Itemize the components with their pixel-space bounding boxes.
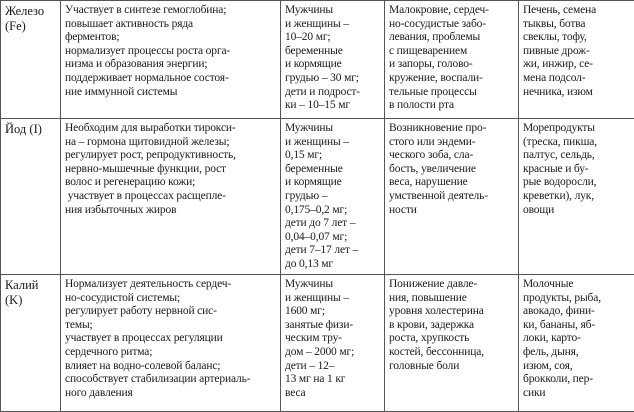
norm-text: Мужчины и женщины – 0,15 мг; берeменные и кормящие грудью – 0,175–0,2 мг; дети до 7 лет – 0,04–0,07 мг; дети 7–17 лет – до 0,13 мг	[285, 122, 380, 272]
function-text: Участвует в синтезе гемоглобина; повышает активность ряда ферментов; нормализует процессы роста орга- низма и образования энергии; поддерживает нормальное состоя- ние иммунной системы	[65, 4, 276, 99]
deficiency-text: Понижение давле- ния, повышение уровня холестерина в крови, задержка роста, хрупкость костей, бессонница, головные боли	[389, 278, 514, 373]
norm-cell	[281, 119, 385, 275]
deficiency-cell	[385, 1, 519, 119]
element-name: Калий (K)	[5, 278, 56, 308]
sources-cell	[519, 119, 634, 275]
table-row-iodine	[1, 119, 634, 275]
deficiency-cell	[385, 275, 519, 412]
element-cell	[1, 1, 61, 119]
element-name: Йод (I)	[5, 122, 56, 137]
table-row-iron	[1, 1, 634, 119]
element-cell	[1, 275, 61, 412]
deficiency-cell	[385, 119, 519, 275]
function-text: Нормализует деятельность сердеч- но-сосудистой системы; регулирует работу нервной сис- темы; участвует в процессах регуляции сердечного ритма; влияет на водно-солевой баланс; способствует стабилизации артериаль- ного давления	[65, 278, 276, 400]
function-cell	[61, 119, 281, 275]
sources-cell	[519, 1, 634, 119]
sources-text: Морепродукты (треска, пикша, палтус, сельдь, красные и бу- рые водоросли, креветки), лук, овощи	[523, 122, 630, 217]
deficiency-text: Возникновение про- стого или эндеми- ческого зоба, сла- бость, увеличение веса, нарушение умственной деятель- ности	[389, 122, 514, 217]
element-name: Железо (Fe)	[5, 4, 56, 34]
norm-text: Мужчины и женщины – 10–20 мг; беременные и кормящие грудью – 30 мг; дети и подрост- ки – 10–15 мг	[285, 4, 380, 113]
function-cell	[61, 1, 281, 119]
sources-text: Печень, семена тыквы, ботва свеклы, тофу, пивные дрож- жи, инжир, се- мена подсол- нечника, изюм	[523, 4, 630, 99]
sources-text: Молочные продукты, рыба, авокадо, фини- ки, бананы, яб- локи, карто- фель, дыня, изюм, соя, брокколи, пер- сики	[523, 278, 630, 400]
function-text: Необходим для выработки тирокси- на – гормона щитовидной железы; регулирует рост, репродуктивность, нервно-мышечные функции, рост волос и регенерацию кожи; участвует в процессах расщепле- ния избыточных жиров	[65, 122, 276, 217]
deficiency-text: Малокровие, сердеч- но-сосудистые забо- левания, проблемы с пищеварением и запоры, голово- кружение, воспали- тельные процессы в полости рта	[389, 4, 514, 113]
norm-text: Мужчины и женщины – 1600 мг; занятые физи- ческим тру- дом – 2000 мг; дети – 12– 13 мг на 1 кг веса	[285, 278, 380, 400]
norm-cell	[281, 275, 385, 412]
element-cell	[1, 119, 61, 275]
table-row-potassium	[1, 275, 634, 412]
sources-cell	[519, 275, 634, 412]
function-cell	[61, 275, 281, 412]
norm-cell	[281, 1, 385, 119]
